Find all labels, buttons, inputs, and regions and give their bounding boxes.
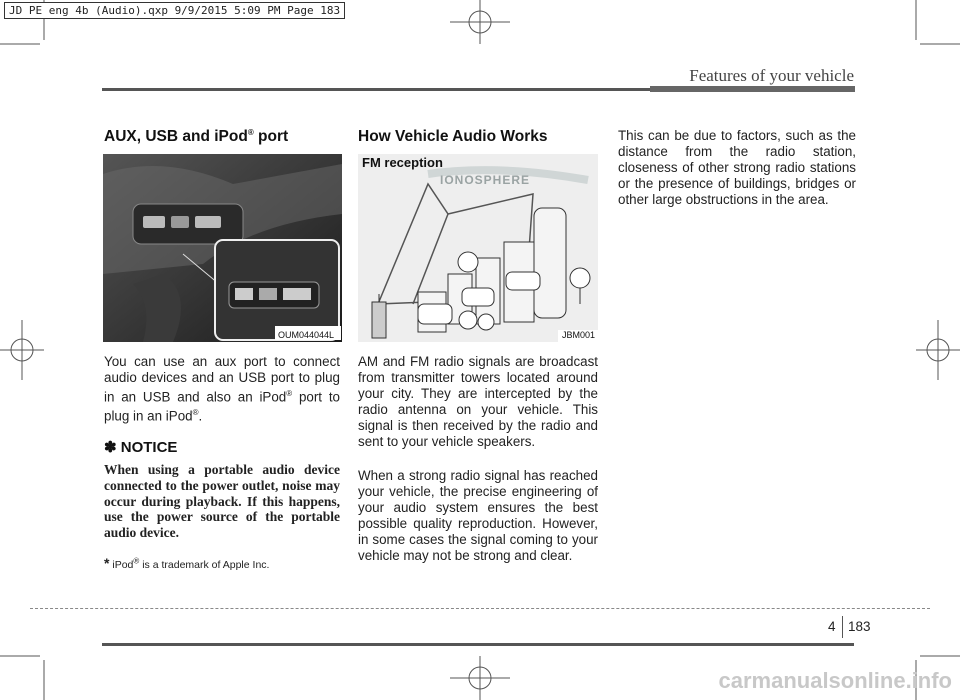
notice-text: When using a portable audio device connected to the power outlet, noise may occur during playback. If this happens, use the power source of the portable audio device. [104, 462, 340, 541]
page-number-divider [842, 616, 843, 638]
aux-usb-port-photo [103, 154, 342, 342]
reception-factors-paragraph: This can be due to factors, such as the distance from the radio station, closeness of other strong radio stations or the presence of buildings, bridges or other large obstructions in the area. [618, 128, 856, 207]
fm-reception-label: FM reception [362, 155, 443, 170]
print-slug: JD PE eng 4b (Audio).qxp 9/9/2015 5:09 PM Page 183 [4, 2, 345, 19]
aux-usb-heading: AUX, USB and iPod® port [104, 128, 289, 146]
footer-rule [102, 643, 854, 646]
chapter-number: 4 [828, 619, 836, 634]
footer-dashed-rule [30, 608, 930, 609]
section-header-title: Features of your vehicle [689, 66, 854, 85]
notice-symbol-icon: ✽ [104, 439, 117, 456]
fm-diagram-code: JBM001 [562, 330, 596, 340]
audio-paragraph-1: AM and FM radio signals are broadcast from transmitter towers located around your city. They are intercepted by the radio antenna on your vehicle. This signal is then received by the radio and sent to your vehicle speakers. [358, 354, 598, 449]
aux-photo-code: OUM044044L [278, 330, 335, 340]
vehicle-audio-heading: How Vehicle Audio Works [358, 128, 548, 145]
audio-paragraph-2: When a strong radio signal has reached your vehicle, the precise engineering of your audio system ensures the best possible quality reproduction. However, in some cases the signal coming to your vehicle may not be strong and clear. [358, 468, 598, 563]
notice-heading: ✽ NOTICE [104, 439, 178, 456]
site-watermark: carmanualsonline.info [718, 668, 952, 693]
aux-usb-paragraph: You can use an aux port to connect audio devices and an USB port to plug in an USB and also an iPod® port to plug in an iPod®. [104, 354, 340, 424]
ionosphere-label: IONOSPHERE [440, 173, 531, 187]
header-accent-bar [650, 86, 855, 92]
page-number: 183 [848, 619, 871, 634]
trademark-footnote: * iPod® is a trademark of Apple Inc. [104, 555, 270, 571]
